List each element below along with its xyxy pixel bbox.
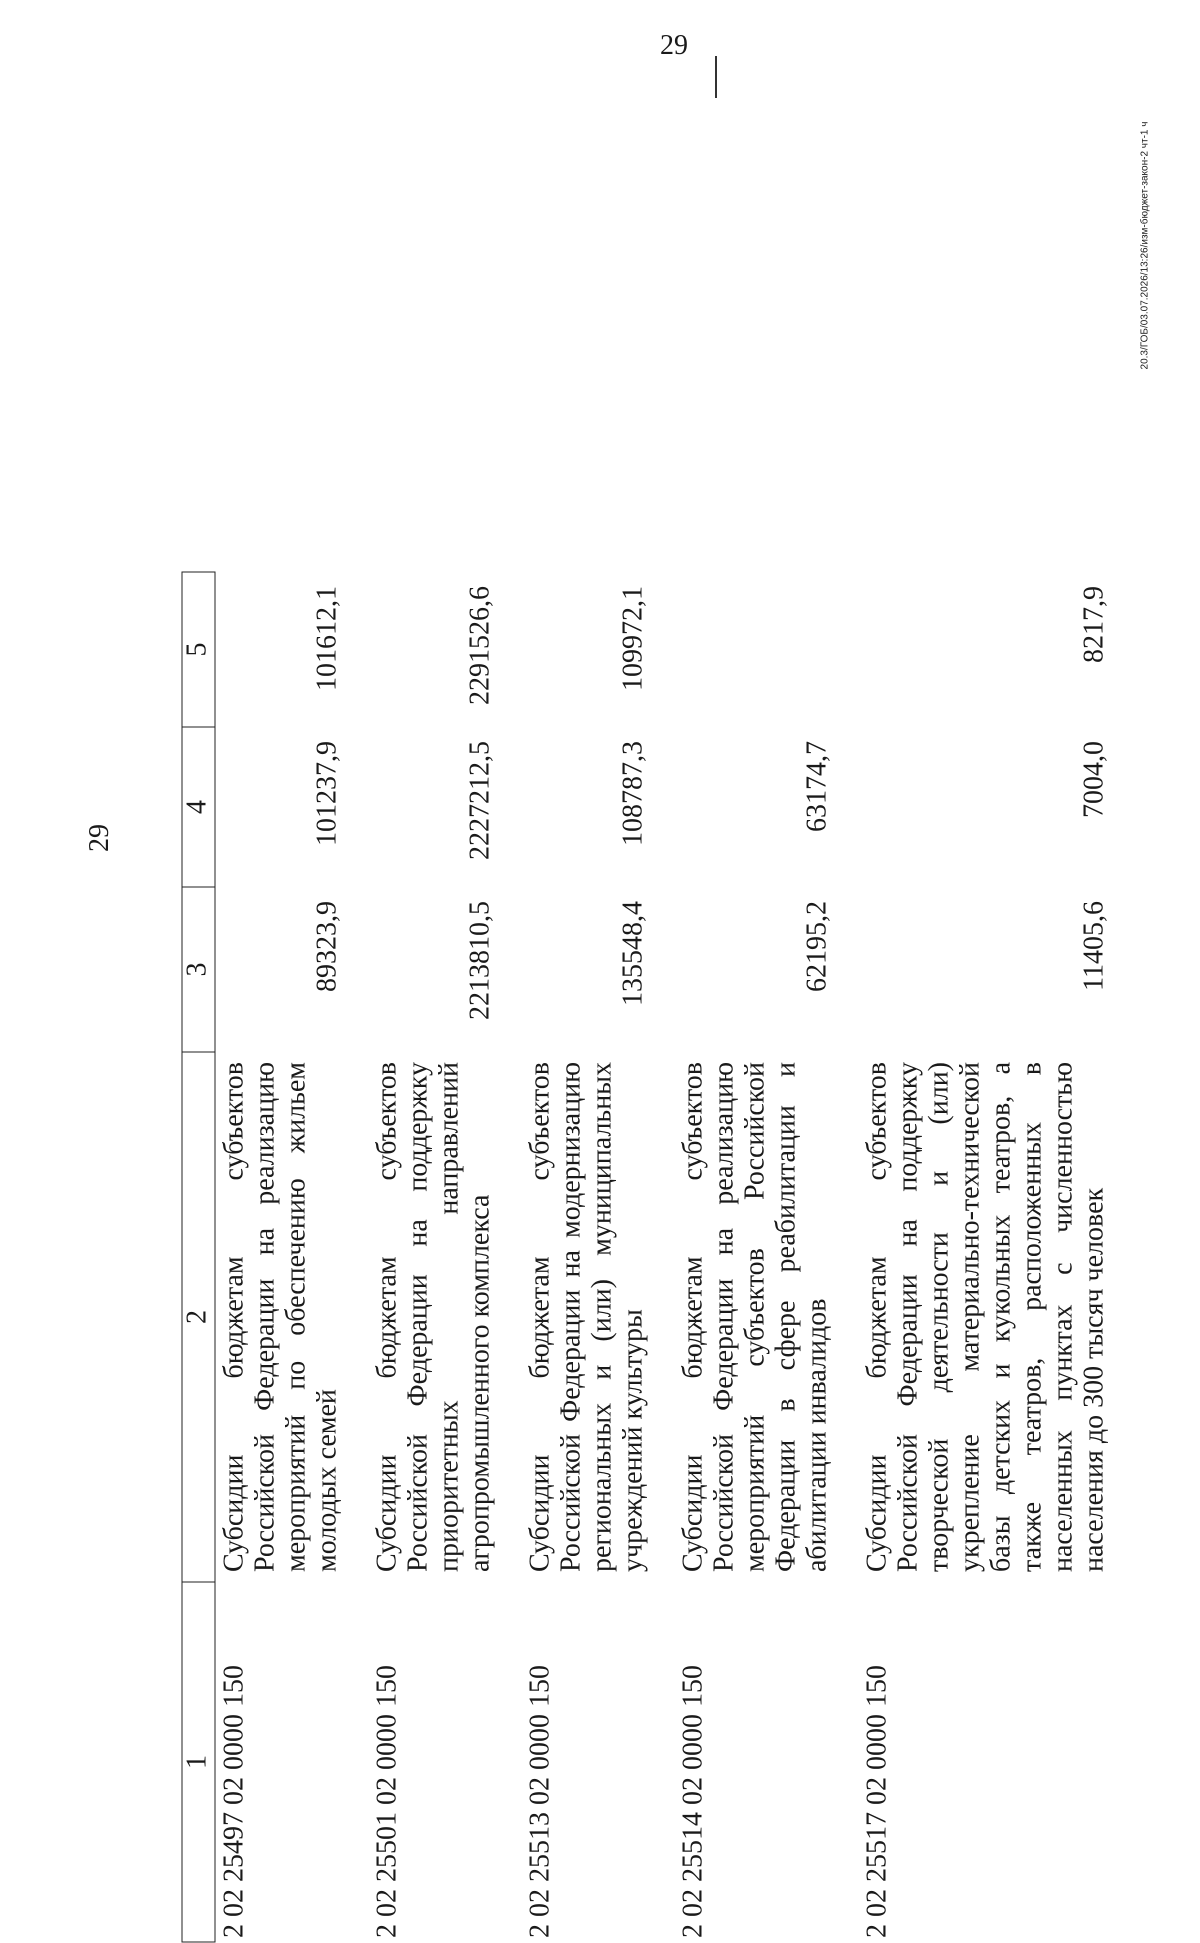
header-col-5: 5 [182, 572, 215, 727]
row-description: Субсидии бюджетам субъектов Российской Федерации на поддержку творческой деятельности и (или) укрепление материально-технической базы детских и кукольных театров, а также театров, расположенных в населенных пунктах с численностью населения до 300 тысяч человек [861, 1062, 1110, 1572]
row-value-col4: 2227212,5 [464, 741, 496, 860]
row-code: 2 02 25513 02 0000 150 [524, 1665, 556, 1938]
row-value-col3: 62195,2 [801, 901, 833, 992]
row-value-col5: 2291526,6 [464, 586, 496, 705]
row-description: Субсидии бюджетам субъектов Российской Федерации на модернизацию региональных и (или) муниципальных учреждений культуры [524, 1062, 649, 1572]
table-row [522, 572, 675, 1942]
row-value-col4: 63174,7 [801, 741, 833, 832]
row-code: 2 02 25501 02 0000 150 [371, 1665, 403, 1938]
budget-table [182, 572, 1136, 1943]
header-col-4: 4 [182, 727, 215, 887]
row-value-col4: 7004,0 [1078, 741, 1110, 818]
header-col-3: 3 [182, 887, 215, 1052]
row-value-col3: 89323,9 [311, 901, 343, 992]
row-description: Субсидии бюджетам субъектов Российской Федерации на поддержку приоритетных направлений агропромышленного комплекса [371, 1062, 496, 1572]
row-value-col5: 8217,9 [1078, 586, 1110, 663]
table-row [675, 572, 859, 1942]
header-col-2: 2 [182, 1052, 215, 1582]
row-description: Субсидии бюджетам субъектов Российской Федерации на реализацию мероприятий субъектов Российской Федерации в сфере реабилитации и абилитации инвалидов [677, 1062, 833, 1572]
row-code: 2 02 25517 02 0000 150 [861, 1665, 893, 1938]
row-value-col5 [675, 572, 859, 727]
row-value-col3: 135548,4 [617, 901, 649, 1006]
table-header-row [182, 572, 215, 1942]
table-row [369, 572, 522, 1942]
budget-table-rotated [181, 573, 1110, 1943]
dash-mark [715, 56, 717, 98]
row-code: 2 02 25497 02 0000 150 [218, 1665, 250, 1938]
row-value-col3: 2213810,5 [464, 901, 496, 1020]
row-value-col5: 101612,1 [311, 586, 343, 691]
header-col-1: 1 [182, 1582, 215, 1942]
row-description: Субсидии бюджетам субъектов Российской Федерации на реализацию мероприятий по обеспечению жильем молодых семей [218, 1062, 343, 1572]
table-row [215, 572, 369, 1942]
row-value-col4: 101237,9 [311, 741, 343, 846]
page-number-rotated: 29 [84, 824, 115, 852]
row-code: 2 02 25514 02 0000 150 [677, 1665, 709, 1938]
page-number-top: 29 [660, 30, 688, 61]
table-row [859, 572, 1136, 1942]
row-value-col4: 108787,3 [617, 741, 649, 846]
footer-code: 20.3/ГОБ/03.07.2026/13:26/изм-бюджет-закон-2 чт-1 ч [1139, 121, 1151, 370]
row-value-col3: 11405,6 [1078, 901, 1110, 991]
row-value-col5: 109972,1 [617, 586, 649, 691]
